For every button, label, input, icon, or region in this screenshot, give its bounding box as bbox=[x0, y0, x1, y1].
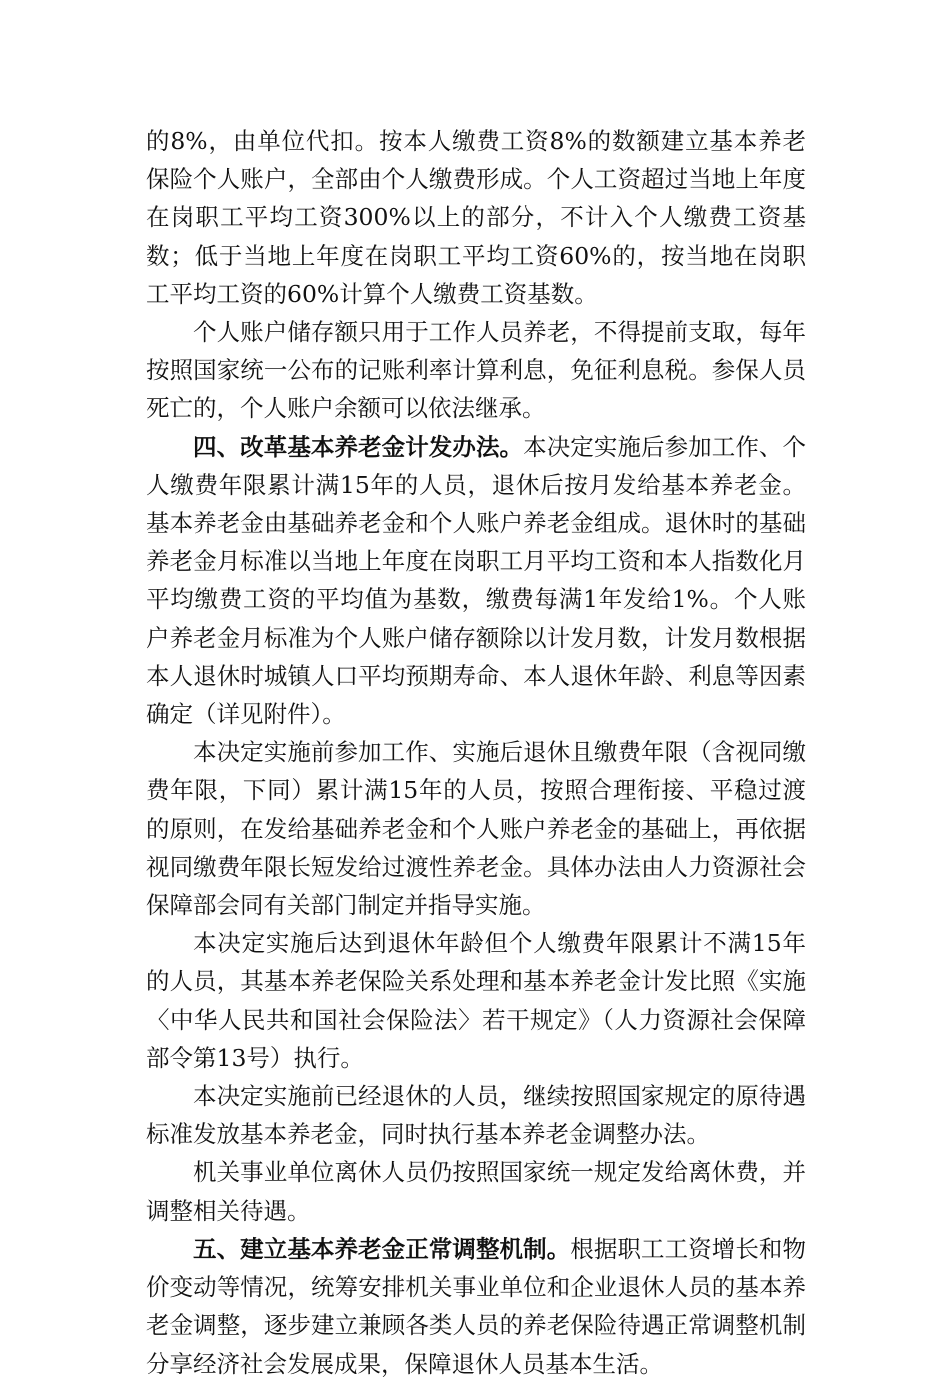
paragraph-4-text: 本决定实施前参加工作、实施后退休且缴费年限（含视同缴费年限，下同）累计满15年的人员，按照合理衔接、平稳过渡的原则，在发给基础养老金和个人账户养老金的基础上，再依据视同缴费年限长短发给过渡性养老金。具体办法由人力资源社会保障部会同有关部门制定并指导实施。 bbox=[146, 738, 806, 920]
paragraph-7-text: 机关事业单位离休人员仍按照国家统一规定发给离休费，并调整相关待遇。 bbox=[146, 1158, 806, 1225]
paragraph-7 bbox=[146, 1153, 806, 1229]
paragraph-6-text: 本决定实施前已经退休的人员，继续按照国家规定的原待遇标准发放基本养老金，同时执行基本养老金调整办法。 bbox=[146, 1082, 806, 1149]
paragraph-8-text: 根据职工工资增长和物价变动等情况，统筹安排机关事业单位和企业退休人员的基本养老金调整，逐步建立兼顾各类人员的养老保险待遇正常调整机制分享经济社会发展成果，保障退休人员基本生活。 bbox=[146, 1234, 807, 1378]
paragraph-8 bbox=[146, 1230, 806, 1383]
paragraph-4 bbox=[146, 733, 806, 924]
paragraph-1-text: 的8%，由单位代扣。按本人缴费工资8%的数额建立基本养老保险个人账户，全部由个人缴费形成。个人工资超过当地上年度在岗职工平均工资300%以上的部分，不计入个人缴费工资基数；低于当地上年度在岗职工平均工资60%的，按当地在岗职工平均工资的60%计算个人缴费工资基数。 bbox=[146, 127, 806, 308]
paragraph-6 bbox=[146, 1077, 806, 1153]
paragraph-1 bbox=[146, 122, 806, 313]
paragraph-5 bbox=[146, 924, 806, 1077]
document-body bbox=[146, 122, 806, 1383]
paragraph-2-text: 个人账户储存额只用于工作人员养老，不得提前支取，每年按照国家统一公布的记账利率计算利息，免征利息税。参保人员死亡的，个人账户余额可以依法继承。 bbox=[146, 318, 806, 423]
paragraph-5-text: 本决定实施后达到退休年龄但个人缴费年限累计不满15年的人员，其基本养老保险关系处理和基本养老金计发比照《实施〈中华人民共和国社会保险法〉若干规定》（人力资源社会保障部令第13号）执行。 bbox=[146, 929, 806, 1072]
paragraph-3-text: 本决定实施后参加工作、个人缴费年限累计满15年的人员，退休后按月发给基本养老金。基本养老金由基础养老金和个人账户养老金组成。退休时的基础养老金月标准以当地上年度在岗职工月平均工资和本人指数化月平均缴费工资的平均值为基数，缴费每满1年发给1%。个人账户养老金月标准为个人账户储存额除以计发月数，计发月数根据本人退休时城镇人口平均预期寿命、本人退休年龄、利息等因素确定（详见附件）。 bbox=[146, 432, 807, 729]
section-5-heading: 五、建立基本养老金正常调整机制。 bbox=[193, 1234, 571, 1263]
section-4-heading: 四、改革基本养老金计发办法。 bbox=[193, 432, 524, 461]
paragraph-3 bbox=[146, 428, 806, 734]
paragraph-2 bbox=[146, 313, 806, 428]
